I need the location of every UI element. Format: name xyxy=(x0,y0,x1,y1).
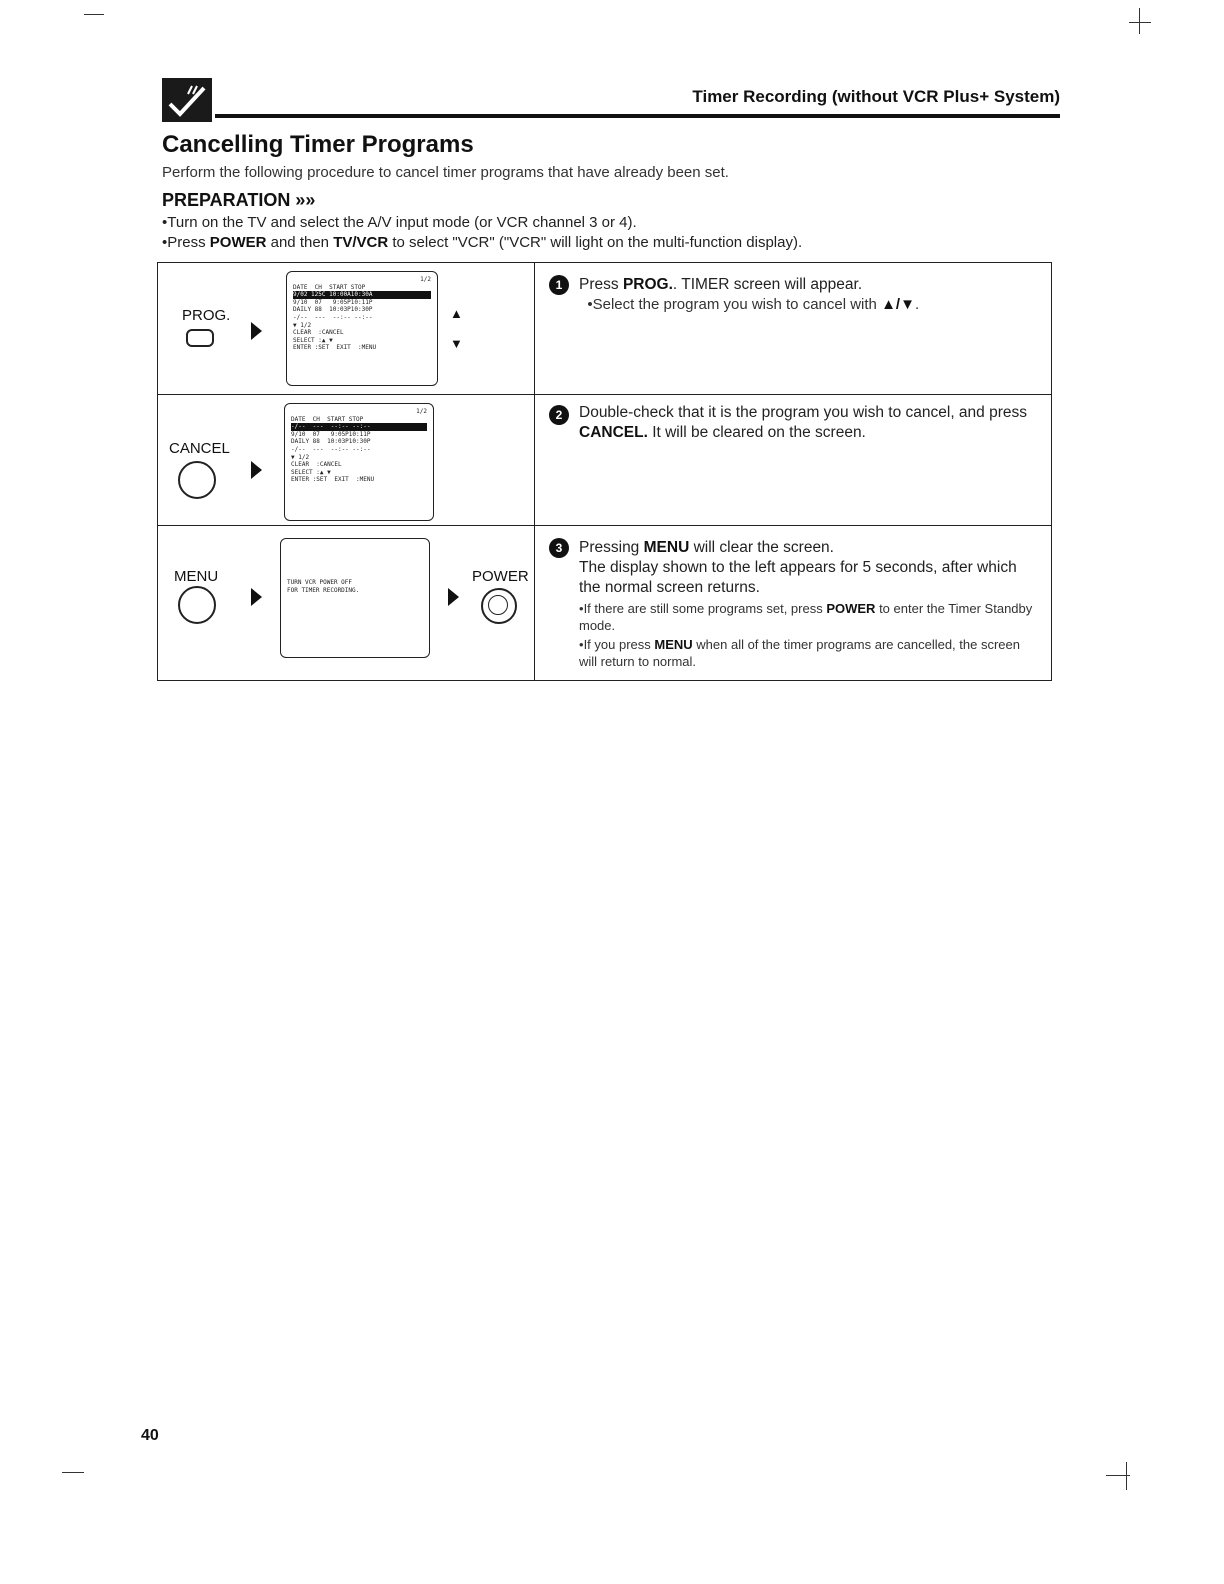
arrow-right-icon xyxy=(251,461,262,479)
registration-mark-top-right xyxy=(1139,8,1140,34)
timer-screen-1: 1/2 DATE CH START STOP 9/02 125C 10:00A10:30A 9/10 07 9:05P10:11P DAILY 88 10:03P10:30P -/-- --- --:-- --:-- ▼ 1/2 CLEAR :CANCEL SELECT :▲ ▼ ENTER :SET EXIT :MENU xyxy=(286,271,438,386)
registration-mark-top-right-h xyxy=(1129,22,1151,23)
registration-mark-bottom-right-h xyxy=(1106,1475,1130,1476)
step-1-illustration xyxy=(158,263,535,395)
power-button-icon xyxy=(481,588,517,624)
arrow-right-icon xyxy=(251,322,262,340)
prep-bullet-1: •Turn on the TV and select the A/V input mode (or VCR channel 3 or 4). xyxy=(162,214,637,231)
message-screen: TURN VCR POWER OFF FOR TIMER RECORDING. xyxy=(280,538,430,658)
step-3-number: 3 xyxy=(549,538,569,558)
prog-key-label: PROG. xyxy=(182,307,231,324)
preparation-label: PREPARATION xyxy=(162,190,291,210)
up-arrow-icon: ▲ xyxy=(450,306,463,321)
step-3-instructions xyxy=(535,526,1052,681)
step-2-instructions xyxy=(535,395,1052,526)
registration-mark-bottom-right xyxy=(1126,1462,1127,1490)
step-3-text: Pressing MENU will clear the screen. The display shown to the left appears for 5 seconds, after which the normal screen returns. •If there are still some programs set, press POWER to enter the Timer Standby mode. •If you press MENU when all of the timer programs are cancelled, the screen will return to normal. xyxy=(579,539,1033,669)
step-1-instructions xyxy=(535,263,1052,395)
menu-key-label: MENU xyxy=(174,568,219,585)
step-3-illustration xyxy=(158,526,535,681)
preparation-heading xyxy=(162,190,315,211)
step-2-number: 2 xyxy=(549,405,569,425)
preparation-marker: »» xyxy=(295,190,316,210)
checkmark-icon xyxy=(162,78,212,122)
menu-key-icon xyxy=(178,586,216,624)
prog-key-icon xyxy=(186,329,214,347)
cancel-key-label: CANCEL xyxy=(169,440,230,457)
registration-mark-bottom-left xyxy=(62,1472,84,1473)
steps-table xyxy=(157,262,1052,681)
power-key-label: POWER xyxy=(472,568,529,585)
step-2-text: Double-check that it is the program you wish to cancel, and press CANCEL. It will be cleared on the screen. xyxy=(579,404,1028,441)
registration-mark-top-left xyxy=(84,14,104,15)
intro-text: Perform the following procedure to cancel timer programs that have already been set. xyxy=(162,164,729,181)
step-2-illustration xyxy=(158,395,535,526)
cancel-key-icon xyxy=(178,461,216,499)
step-1-text: Press PROG.. TIMER screen will appear. •Select the program you wish to cancel with ▲/▼. xyxy=(579,276,920,313)
arrow-right-icon xyxy=(448,588,459,606)
down-arrow-icon: ▼ xyxy=(450,336,463,351)
prep-bullet-2: •Press POWER and then TV/VCR to select "VCR" ("VCR" will light on the multi-function display). xyxy=(162,234,803,251)
page-number: 40 xyxy=(141,1427,159,1444)
page-title: Cancelling Timer Programs xyxy=(162,131,474,158)
step-1-number: 1 xyxy=(549,275,569,295)
timer-screen-2: 1/2 DATE CH START STOP -/-- --- --:-- --:-- 9/10 07 9:05P10:11P DAILY 88 10:03P10:30P -/-- --- --:-- --:-- ▼ 1/2 CLEAR :CANCEL SELECT :▲ ▼ ENTER :SET EXIT :MENU xyxy=(284,403,434,521)
section-title: Timer Recording (without VCR Plus+ System) xyxy=(692,87,1060,106)
arrow-right-icon xyxy=(251,588,262,606)
header-rule xyxy=(215,114,1060,118)
